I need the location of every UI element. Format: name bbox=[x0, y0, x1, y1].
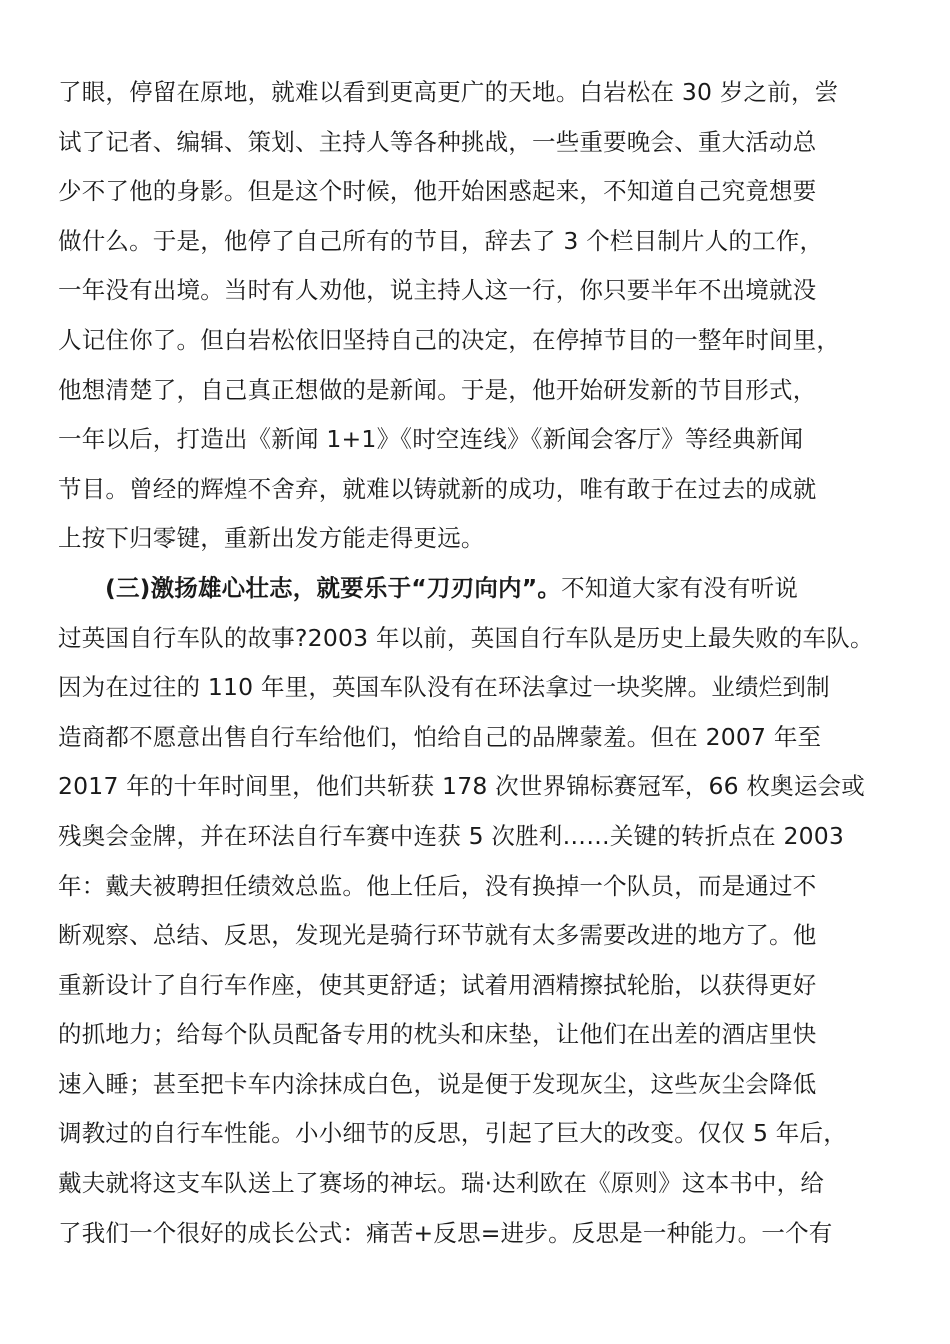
text-line: 上按下归零键，重新出发方能走得更远。 bbox=[58, 524, 485, 553]
text-line: 年：戴夫被聘担任绩效总监。他上任后，没有换掉一个队员，而是通过不 bbox=[58, 871, 817, 900]
heading-line-text: 不知道大家有没有听说 bbox=[561, 573, 799, 602]
text-line: 调教过的自行车性能。小小细节的反思，引起了巨大的改变。仅仅 5 年后， bbox=[58, 1119, 847, 1148]
text-line: 的抓地力；给每个队员配备专用的枕头和床垫，让他们在出差的酒店里快 bbox=[58, 1020, 817, 1049]
section-heading-line bbox=[58, 564, 938, 614]
text-line: 试了记者、编辑、策划、主持人等各种挑战，一些重要晚会、重大活动总 bbox=[58, 127, 817, 156]
text-line: 速入睡；甚至把卡车内涂抹成白色，说是便于发现灰尘，这些灰尘会降低 bbox=[58, 1069, 817, 1098]
text-line: 2017 年的十年时间里，他们共斩获 178 次世界锦标赛冠军，66 枚奥运会或 bbox=[58, 772, 865, 801]
text-line: 一年以后，打造出《新闻 1+1》《时空连线》《新闻会客厅》等经典新闻 bbox=[58, 425, 804, 454]
text-line: 因为在过往的 110 年里，英国车队没有在环法拿过一块奖牌。业绩烂到制 bbox=[58, 673, 830, 702]
section-heading: (三)激扬雄心壮志，就要乐于“刀刃向内”。 bbox=[105, 573, 562, 602]
text-line: 戴夫就将这支车队送上了赛场的神坛。瑞·达利欧在《原则》这本书中，给 bbox=[58, 1169, 825, 1198]
text-line: 残奥会金牌，并在环法自行车赛中连获 5 次胜利……关键的转折点在 2003 bbox=[58, 821, 845, 850]
text-line: 一年没有出境。当时有人劝他，说主持人这一行，你只要半年不出境就没 bbox=[58, 276, 817, 305]
text-line: 断观察、总结、反思，发现光是骑行环节就有太多需要改进的地方了。他 bbox=[58, 921, 817, 950]
text-line: 了我们一个很好的成长公式：痛苦+反思=进步。反思是一种能力。一个有 bbox=[58, 1218, 833, 1247]
text-line: 少不了他的身影。但是这个时候，他开始困惑起来，不知道自己究竟想要 bbox=[58, 177, 817, 206]
text-line: 造商都不愿意出售自行车给他们，怕给自己的品牌蒙羞。但在 2007 年至 bbox=[58, 722, 822, 751]
text-line: 重新设计了自行车作座，使其更舒适；试着用酒精擦拭轮胎，以获得更好 bbox=[58, 970, 817, 999]
text-line: 过英国自行车队的故事?2003 年以前，英国自行车队是历史上最失败的车队。 bbox=[58, 623, 874, 652]
text-line: 做什么。于是，他停了自己所有的节目，辞去了 3 个栏目制片人的工作， bbox=[58, 226, 824, 255]
document-body bbox=[58, 68, 938, 1258]
text-line: 人记住你了。但白岩松依旧坚持自己的决定，在停掉节目的一整年时间里， bbox=[58, 325, 841, 354]
text-line: 他想清楚了，自己真正想做的是新闻。于是，他开始研发新的节目形式， bbox=[58, 375, 817, 404]
text-line: 节目。曾经的辉煌不舍弃，就难以铸就新的成功，唯有敢于在过去的成就 bbox=[58, 474, 817, 503]
text-line: 了眼，停留在原地，就难以看到更高更广的天地。白岩松在 30 岁之前，尝 bbox=[58, 78, 839, 106]
